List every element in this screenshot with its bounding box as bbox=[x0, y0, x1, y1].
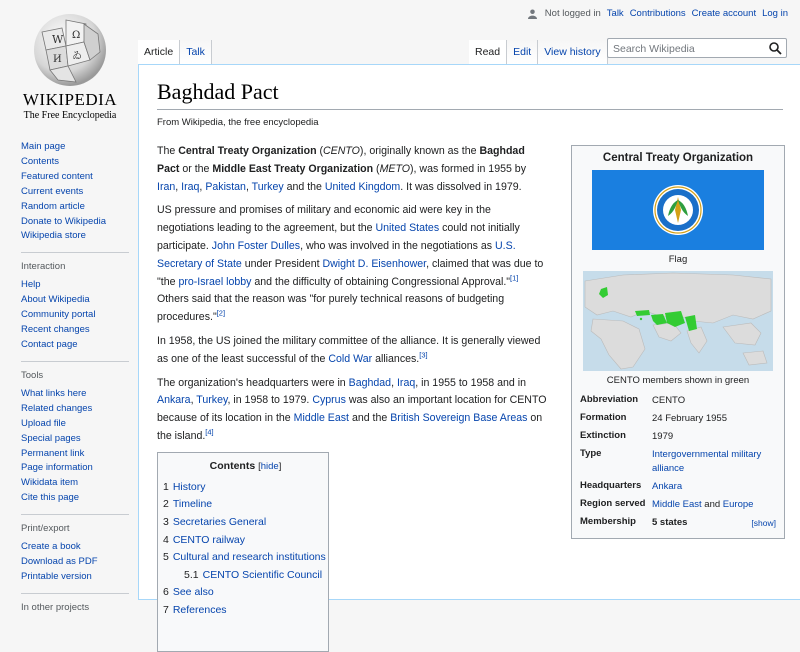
tools-portal bbox=[0, 370, 134, 506]
sidebar-item-permanent-link[interactable]: Permanent link bbox=[21, 447, 85, 459]
infobox-label: Formation bbox=[580, 412, 627, 423]
create-account-link[interactable]: Create account bbox=[691, 8, 757, 19]
infobox-value bbox=[649, 514, 779, 532]
svg-text:ゐ: ゐ bbox=[72, 51, 82, 62]
user-icon bbox=[528, 9, 537, 19]
infobox-label: Extinction bbox=[580, 430, 626, 441]
not-logged-in-text: Not logged in bbox=[544, 8, 601, 19]
cento-flag-image[interactable] bbox=[592, 170, 764, 250]
citation-4[interactable]: [4] bbox=[205, 427, 214, 437]
link-europe-infobox[interactable]: Europe bbox=[722, 499, 754, 510]
link-british-sovereign-base-areas[interactable]: British Sovereign Base Areas bbox=[390, 412, 528, 425]
puzzle-globe-icon bbox=[32, 12, 108, 88]
toc-header bbox=[163, 458, 328, 475]
search-input[interactable] bbox=[608, 40, 773, 58]
toc-number: 5 bbox=[163, 551, 169, 564]
sidebar-divider bbox=[21, 361, 129, 362]
logo-tagline: The Free Encyclopedia bbox=[23, 110, 117, 121]
link-ankara[interactable]: Ankara bbox=[157, 394, 191, 407]
infobox-row bbox=[577, 392, 779, 410]
link-united-kingdom[interactable]: United Kingdom bbox=[324, 180, 401, 193]
flag-caption: Flag bbox=[668, 254, 688, 265]
link-middle-east[interactable]: Middle East bbox=[293, 412, 349, 425]
toc-number: 4 bbox=[163, 533, 169, 546]
toc-number: 1 bbox=[163, 480, 169, 493]
and-text: and bbox=[704, 499, 721, 510]
search-icon[interactable] bbox=[769, 42, 782, 55]
toc-item[interactable] bbox=[163, 602, 328, 620]
link-pakistan[interactable]: Pakistan bbox=[205, 180, 246, 193]
toc-hide-link[interactable]: hide bbox=[260, 460, 279, 472]
sidebar-item-cite-this-page[interactable]: Cite this page bbox=[21, 492, 80, 504]
toc-item[interactable] bbox=[163, 496, 328, 514]
content-area bbox=[138, 64, 800, 616]
link-intergovernmental-military-alliance[interactable]: Intergovernmental military alliance bbox=[652, 449, 762, 474]
infobox-title: Central Treaty Organization bbox=[602, 152, 754, 164]
svg-text:И: И bbox=[53, 54, 62, 65]
link-united-states[interactable]: United States bbox=[375, 222, 440, 235]
tab-article[interactable]: Article bbox=[138, 40, 180, 64]
show-membership-button[interactable]: [show] bbox=[751, 518, 776, 528]
toc-item[interactable] bbox=[163, 532, 328, 550]
print-portal bbox=[0, 523, 134, 585]
sidebar-divider bbox=[21, 514, 129, 515]
toc-title: Contents bbox=[209, 459, 256, 472]
paragraph: US pressure and promises of military and economic aid were key in the negotiations leading to the agreement, but the United States could not initially participate. John Foster Dulles, who was involved in the negotiations as U.S. Secretary of State under President Dwight D. Eisenhower, claimed that was due to "the pro-Israel lobby and the difficulty of obtaining Congressional Approval."[1] Others said that the reason was "for purely technical reasons of budgeting procedures."[2] bbox=[157, 204, 544, 324]
infobox-row bbox=[577, 478, 779, 496]
tab-view-history[interactable]: View history bbox=[538, 40, 607, 64]
site-tagline: From Wikipedia, the free encyclopedia bbox=[157, 117, 319, 128]
link-cold-war[interactable]: Cold War bbox=[328, 352, 373, 365]
svg-text:Ω: Ω bbox=[72, 30, 81, 41]
toc-number: 2 bbox=[163, 498, 169, 511]
toc-link-history[interactable]: History bbox=[172, 480, 206, 493]
article-body bbox=[157, 143, 549, 652]
sidebar-divider bbox=[21, 593, 129, 594]
talk-link[interactable]: Talk bbox=[606, 8, 624, 19]
infobox-label: Abbreviation bbox=[580, 394, 639, 405]
toc-link-cultural-research[interactable]: Cultural and research institutions bbox=[172, 551, 326, 564]
sidebar-item-recent-changes[interactable]: Recent changes bbox=[21, 324, 90, 336]
svg-text:W: W bbox=[52, 33, 64, 46]
sidebar-item-featured-content[interactable]: Featured content bbox=[21, 170, 93, 182]
tab-talk[interactable]: Talk bbox=[180, 40, 212, 64]
logo-wordmark: WIKIPEDIA bbox=[22, 90, 118, 109]
paragraph: The Central Treaty Organization (CENTO), originally known as the Baghdad Pact or the Middle East Treaty Organization (METO), was formed in 1955 by Iran, Iraq, Pakistan, Turkey and the United Kingdom. It was dissolved in 1979. bbox=[157, 145, 526, 193]
tab-read[interactable]: Read bbox=[469, 40, 507, 64]
citation-1[interactable]: [1] bbox=[510, 273, 519, 283]
sidebar-item-upload-file[interactable]: Upload file bbox=[21, 417, 66, 429]
toc-item[interactable] bbox=[163, 549, 328, 567]
infobox-value: 24 February 1955 bbox=[652, 413, 727, 424]
citation-3[interactable]: [3] bbox=[419, 350, 428, 360]
toc-link-see-also[interactable]: See also bbox=[172, 586, 214, 599]
view-tabs bbox=[469, 38, 608, 64]
toc-item[interactable] bbox=[163, 479, 328, 497]
infobox-label: Type bbox=[580, 448, 602, 459]
link-baghdad[interactable]: Baghdad bbox=[348, 376, 392, 389]
table-of-contents bbox=[157, 452, 329, 652]
infobox-row bbox=[577, 446, 779, 478]
navigation-portal bbox=[0, 140, 134, 244]
wikipedia-logo[interactable] bbox=[18, 12, 122, 124]
sidebar-item-donate[interactable]: Donate to Wikipedia bbox=[21, 215, 107, 227]
infobox-label: Region served bbox=[580, 498, 646, 509]
toc-item[interactable] bbox=[163, 514, 328, 532]
toc-link-cento-railway[interactable]: CENTO railway bbox=[172, 533, 245, 546]
infobox-row bbox=[577, 514, 779, 532]
infobox-row bbox=[577, 496, 779, 514]
print-heading: Print/export bbox=[21, 523, 70, 535]
contributions-link[interactable]: Contributions bbox=[629, 8, 686, 19]
link-middle-east-infobox[interactable]: Middle East bbox=[652, 499, 702, 510]
sidebar-item-help[interactable]: Help bbox=[21, 279, 41, 291]
toc-item[interactable] bbox=[163, 584, 328, 602]
map-caption: CENTO members shown in green bbox=[606, 375, 750, 386]
toc-link-timeline[interactable]: Timeline bbox=[172, 498, 213, 511]
toc-hide-toggle[interactable]: [hide] bbox=[258, 460, 282, 472]
sidebar-item-wikidata-item[interactable]: Wikidata item bbox=[21, 477, 79, 489]
sidebar-item-contact-page[interactable]: Contact page bbox=[21, 338, 78, 350]
infobox-value bbox=[649, 496, 779, 514]
link-iraq-2[interactable]: Iraq bbox=[396, 376, 416, 389]
toc-link-secretaries-general[interactable]: Secretaries General bbox=[172, 515, 267, 528]
link-cyprus[interactable]: Cyprus bbox=[312, 394, 346, 407]
link-ankara-infobox[interactable]: Ankara bbox=[652, 481, 683, 492]
link-iran[interactable]: Iran bbox=[157, 180, 176, 193]
toc-number: 7 bbox=[163, 603, 169, 616]
sidebar-item-community-portal[interactable]: Community portal bbox=[21, 309, 96, 321]
sidebar-item-about[interactable]: About Wikipedia bbox=[21, 294, 90, 306]
citation-2[interactable]: [2] bbox=[216, 308, 226, 318]
interaction-heading: Interaction bbox=[21, 261, 66, 273]
sidebar-item-random-article[interactable]: Random article bbox=[21, 200, 85, 212]
members-map-image[interactable] bbox=[583, 271, 773, 371]
link-turkey[interactable]: Turkey bbox=[251, 180, 284, 193]
sidebar-item-contents[interactable]: Contents bbox=[21, 155, 60, 167]
sidebar-item-related-changes[interactable]: Related changes bbox=[21, 402, 93, 414]
link-turkey-2[interactable]: Turkey bbox=[196, 394, 228, 407]
sidebar-item-create-book[interactable]: Create a book bbox=[21, 541, 81, 553]
toc-number: 3 bbox=[163, 515, 169, 528]
link-dulles[interactable]: John Foster Dulles bbox=[211, 239, 301, 252]
infobox-table bbox=[577, 392, 779, 532]
infobox-row bbox=[577, 410, 779, 428]
sidebar-item-download-pdf[interactable]: Download as PDF bbox=[21, 556, 98, 568]
infobox bbox=[571, 145, 785, 539]
other-projects-portal bbox=[0, 602, 134, 613]
interaction-portal bbox=[0, 261, 134, 353]
link-pro-israel-lobby[interactable]: pro-Israel lobby bbox=[178, 275, 252, 288]
title-divider bbox=[157, 109, 783, 110]
sidebar-divider bbox=[21, 252, 129, 253]
sidebar-item-special-pages[interactable]: Special pages bbox=[21, 432, 81, 444]
paragraph: In 1958, the US joined the military committee of the alliance. It is generally viewed as one of the least successful of the Cold War alliances.[3] bbox=[157, 334, 541, 365]
sidebar-item-store[interactable]: Wikipedia store bbox=[21, 230, 86, 242]
sidebar-item-page-information[interactable]: Page information bbox=[21, 462, 93, 474]
sidebar-item-printable-version[interactable]: Printable version bbox=[21, 570, 92, 582]
namespace-tabs bbox=[138, 38, 212, 64]
link-secretary-of-state[interactable]: U.S. Secretary of State bbox=[157, 239, 516, 270]
paragraph: The organization's headquarters were in Baghdad, Iraq, in 1955 to 1958 and in Ankara, Turkey, in 1958 to 1979. Cyprus was also an important location for CENTO because of its location in the Middle East and the British Sovereign Base Areas on the island.[4] bbox=[157, 376, 547, 442]
infobox-value bbox=[649, 478, 779, 496]
infobox-value bbox=[649, 446, 779, 478]
toc-item[interactable] bbox=[163, 567, 328, 585]
sidebar-item-current-events[interactable]: Current events bbox=[21, 185, 84, 197]
infobox-row bbox=[577, 428, 779, 446]
sidebar-item-what-links-here[interactable]: What links here bbox=[21, 387, 87, 399]
page-title: Baghdad Pact bbox=[157, 79, 279, 104]
personal-tools bbox=[528, 8, 788, 19]
infobox-label: Membership bbox=[580, 516, 636, 527]
sidebar-item-main-page[interactable]: Main page bbox=[21, 141, 66, 152]
tab-edit[interactable]: Edit bbox=[507, 40, 538, 64]
toc-link-scientific-council[interactable]: CENTO Scientific Council bbox=[202, 568, 323, 581]
infobox-label: Headquarters bbox=[580, 480, 642, 491]
toc-number: 6 bbox=[163, 586, 169, 599]
other-projects-heading: In other projects bbox=[21, 601, 90, 613]
link-iraq[interactable]: Iraq bbox=[181, 180, 200, 193]
membership-value: 5 states bbox=[652, 517, 688, 528]
toc-number: 5.1 bbox=[184, 568, 199, 581]
tools-heading: Tools bbox=[21, 369, 44, 381]
infobox-value: CENTO bbox=[652, 395, 686, 406]
link-eisenhower[interactable]: Dwight D. Eisenhower bbox=[322, 257, 427, 270]
toc-link-references[interactable]: References bbox=[172, 603, 227, 616]
infobox-value: 1979 bbox=[652, 431, 674, 442]
sidebar bbox=[0, 140, 134, 621]
search-box bbox=[607, 38, 787, 58]
login-link[interactable]: Log in bbox=[762, 8, 788, 19]
